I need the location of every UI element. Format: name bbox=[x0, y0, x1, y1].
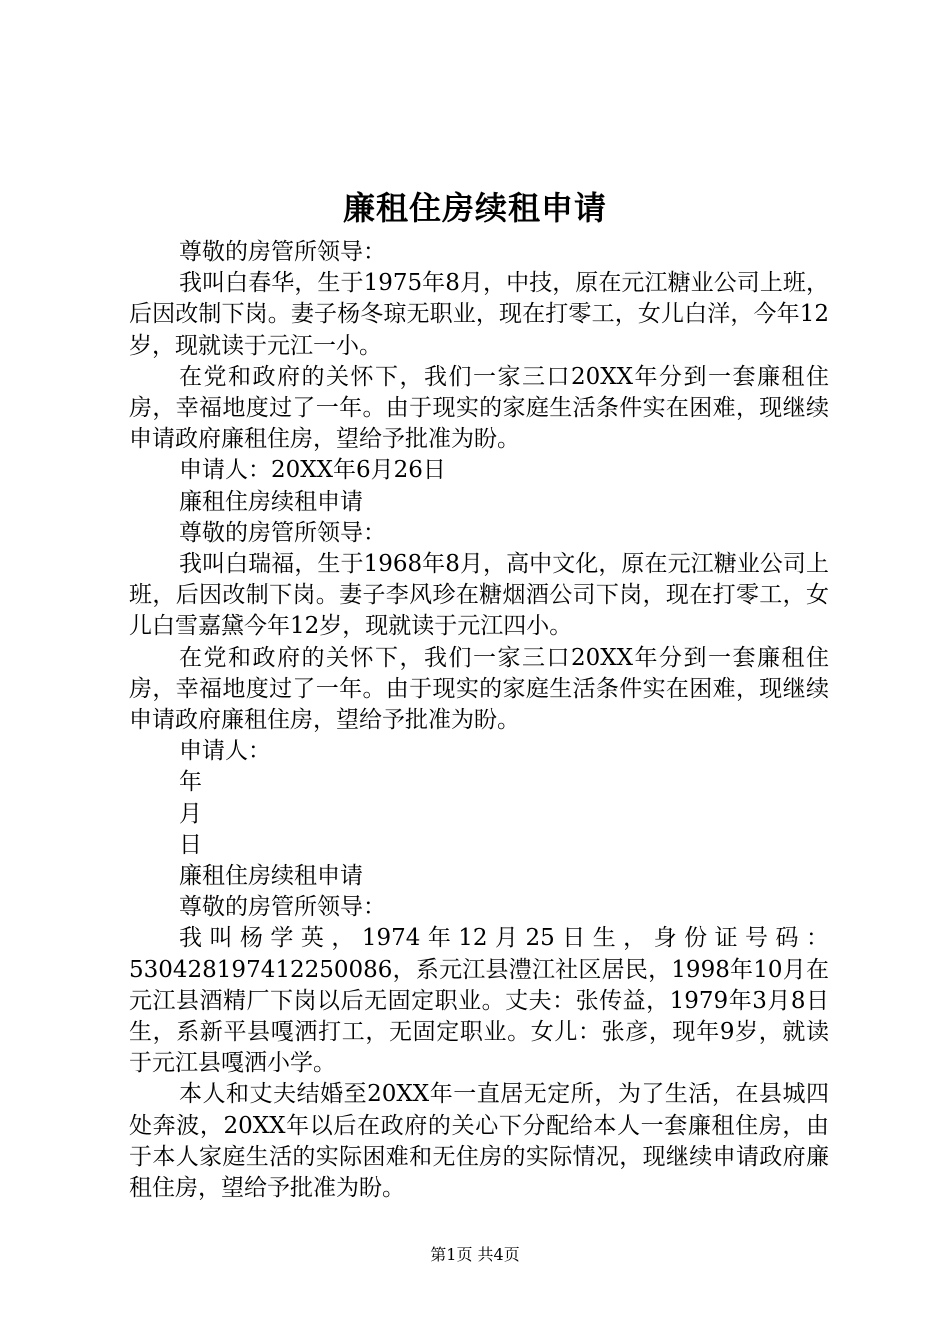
paragraph: 在党和政府的关怀下，我们一家三口20XX年分到一套廉租住房，幸福地度过了一年。由于现实的家庭生活条件实在困难，现继续申请政府廉租住房，望给予批准为盼。 bbox=[129, 363, 829, 453]
page-footer: 第1页 共4页 bbox=[430, 1245, 520, 1264]
date-year: 年 bbox=[179, 769, 202, 796]
section-heading: 廉租住房续租申请 bbox=[179, 863, 363, 890]
salutation: 尊敬的房管所领导： bbox=[179, 519, 386, 546]
paragraph: 我叫白瑞福，生于1968年8月，高中文化，原在元江糖业公司上班，后因改制下岗。妻子李风珍在糖烟酒公司下岗，现在打零工，女儿白雪嘉黛今年12岁，现就读于元江四小。 bbox=[129, 551, 829, 640]
paragraph: 我叫白春华，生于1975年8月，中技，原在元江糖业公司上班，后因改制下岗。妻子杨冬琼无职业，现在打零工，女儿白洋，今年12岁，现就读于元江一小。 bbox=[129, 270, 829, 359]
date-day: 日 bbox=[179, 831, 202, 858]
document-body bbox=[129, 237, 829, 1204]
document-title: 廉租住房续租申请 bbox=[342, 189, 607, 227]
salutation: 尊敬的房管所领导： bbox=[179, 894, 386, 921]
paragraph: 在党和政府的关怀下，我们一家三口20XX年分到一套廉租住房，幸福地度过了一年。由于现实的家庭生活条件实在困难，现继续申请政府廉租住房，望给予批准为盼。 bbox=[129, 644, 829, 734]
date-month: 月 bbox=[179, 800, 202, 827]
salutation: 尊敬的房管所领导： bbox=[179, 239, 386, 265]
applicant-signature: 申请人：20XX年6月26日 bbox=[179, 457, 446, 484]
section-heading: 廉租住房续租申请 bbox=[179, 488, 363, 515]
paragraph: 本人和丈夫结婚至20XX年一直居无定所，为了生活，在县城四处奔波，20XX年以后在政府的关心下分配给本人一套廉租住房，由于本人家庭生活的实际困难和无住房的实际情况，现继续申请政府廉租住房，望给予批准为盼。 bbox=[129, 1081, 829, 1202]
applicant-signature: 申请人： bbox=[179, 738, 271, 765]
paragraph: 我叫杨学英，1974年12月25日生，身份证号码：530428197412250086，系元江县澧江社区居民，1998年10月在元江县酒精厂下岗以后无固定职业。丈夫：张传益，1979年3月8日生，系新平县嘎洒打工，无固定职业。女儿：张彦，现年9岁，就读于元江县嘎洒小学。 bbox=[129, 925, 829, 1077]
